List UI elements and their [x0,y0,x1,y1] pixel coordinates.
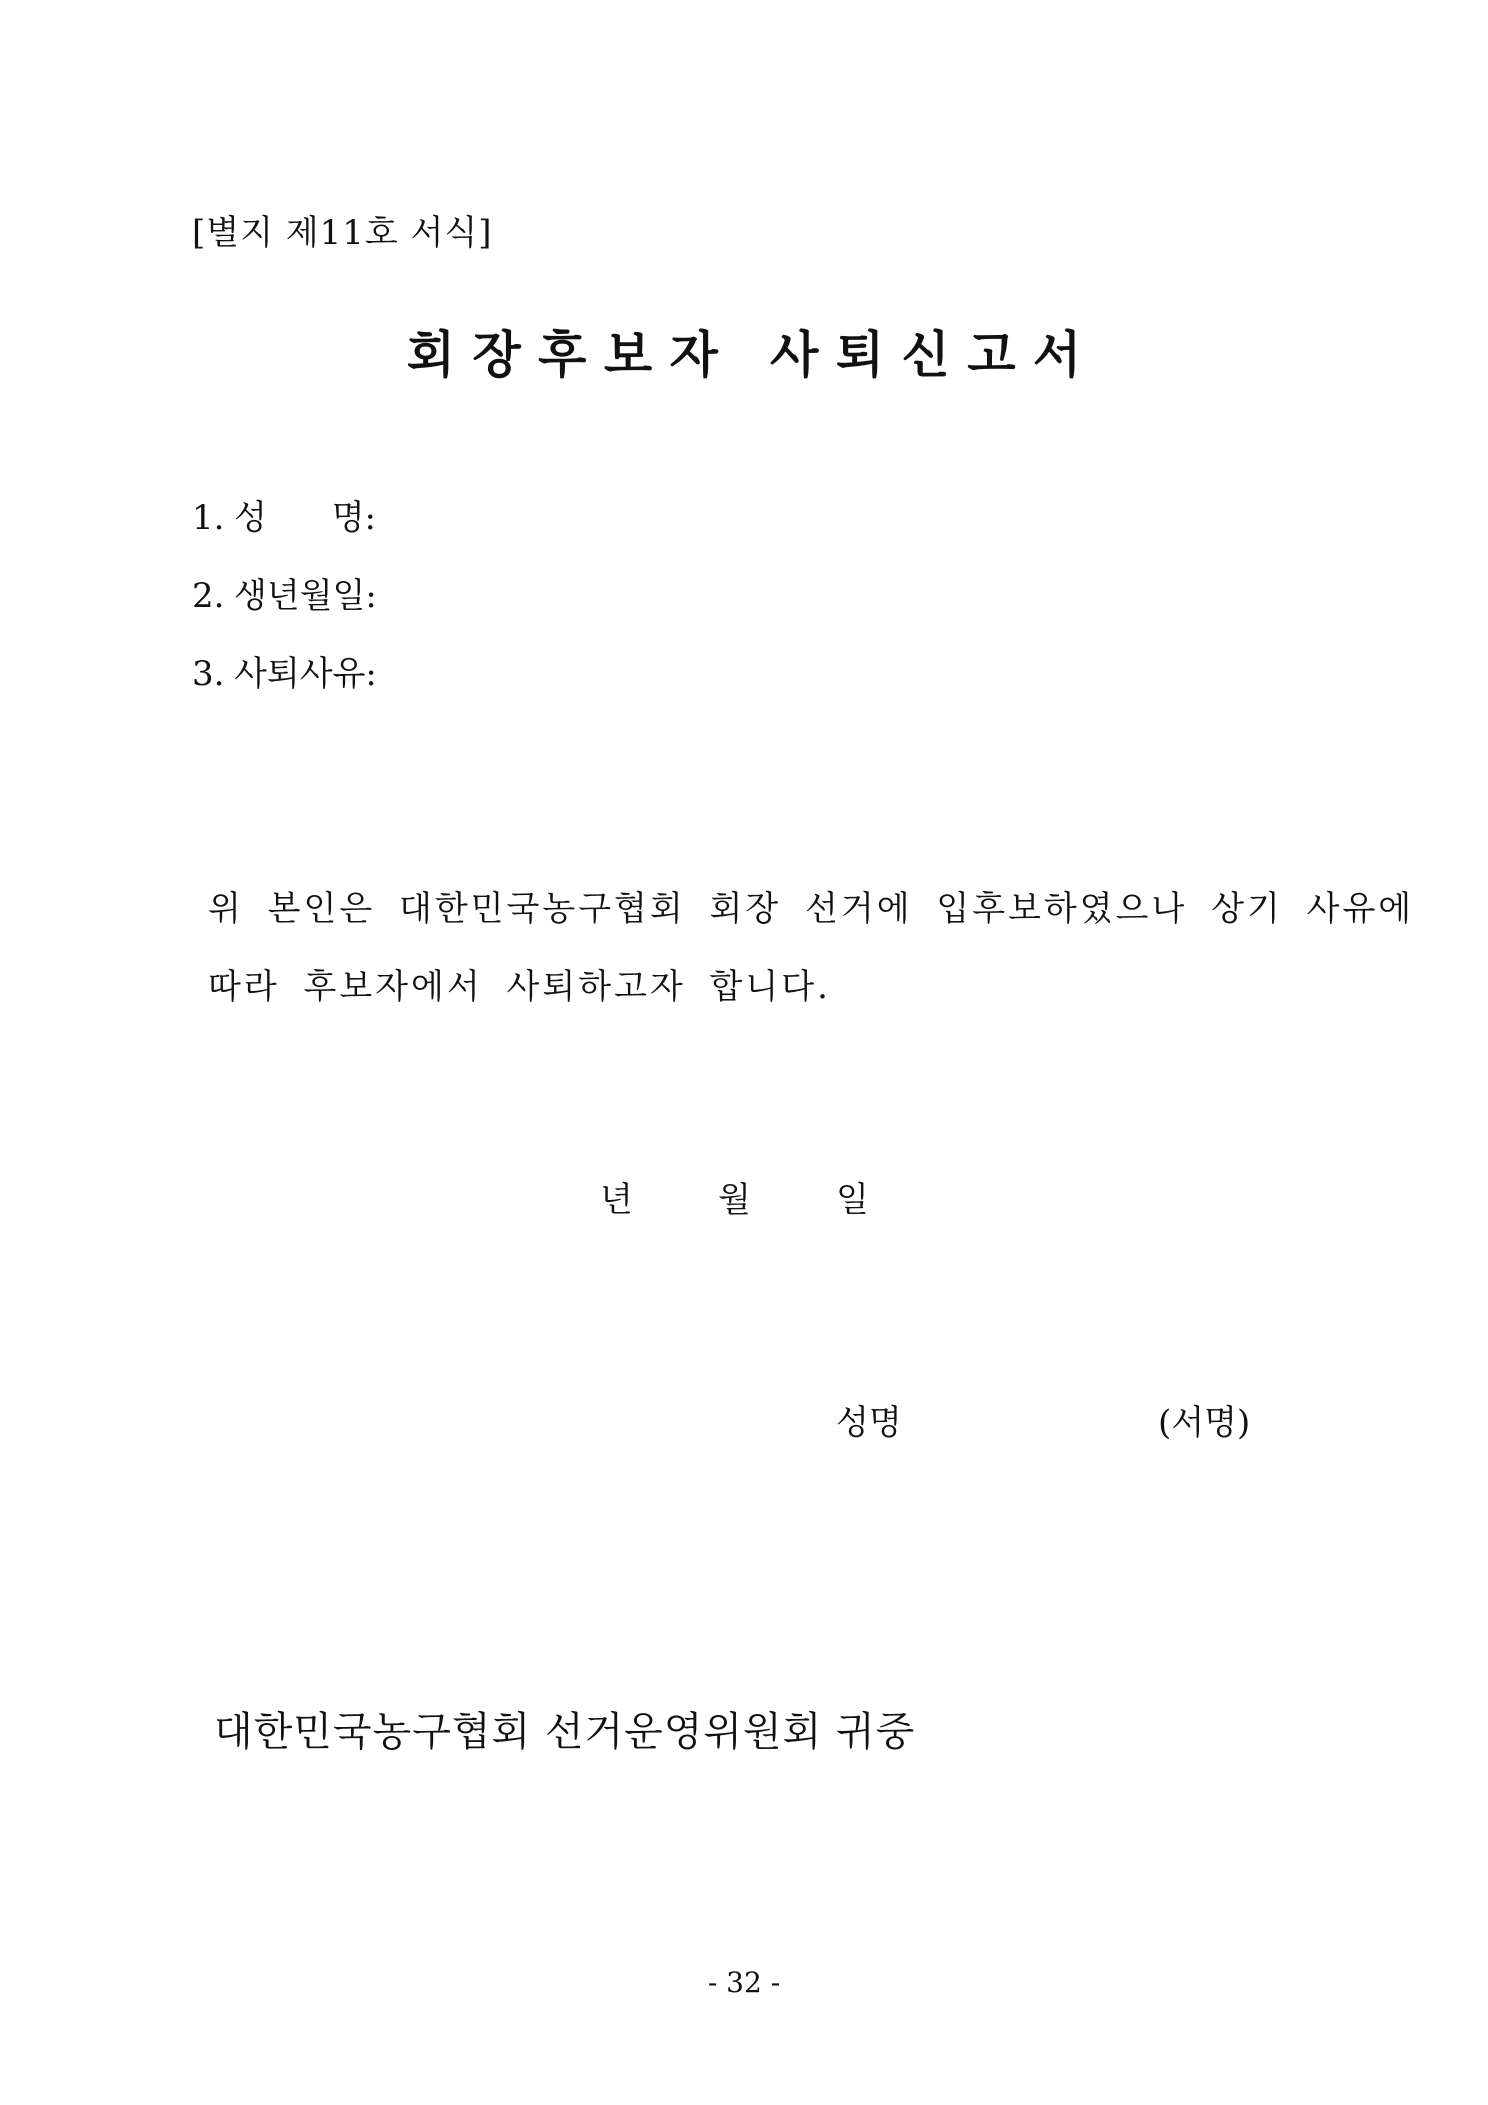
form-fields [192,490,377,724]
page-number: - 32 - [707,1966,781,1999]
field-resignation-reason [192,646,377,724]
recipient-line: 대한민국농구협회 선거운영위원회 귀중 [214,1709,916,1755]
field-number: 1. [192,498,225,538]
field-name [192,490,377,568]
declaration-paragraph [208,870,1415,1026]
field-number: 3. [192,654,225,694]
date-year-label: 년 [600,1180,633,1220]
signature-sign-label: (서명) [1158,1403,1251,1443]
declaration-line-2: 따라 후보자에서 사퇴하고자 합니다. [208,967,831,1007]
field-label: 생년월일: [234,576,377,616]
signature-name-label: 성명 [836,1403,902,1443]
field-label: 성 명: [234,498,376,538]
date-line [600,1172,869,1221]
date-month-label: 월 [718,1180,751,1220]
declaration-line-1: 위 본인은 대한민국농구협회 회장 선거에 입후보하였으나 상기 사유에 [208,889,1415,929]
field-birthdate [192,568,377,646]
field-label: 사퇴사유: [234,654,377,694]
document-title: 회 장 후 보 자 사 퇴 신 고 서 [406,325,1082,384]
date-day-label: 일 [836,1180,869,1220]
field-number: 2. [192,576,225,616]
form-number-label: [별지 제11호 서식] [192,213,493,253]
signature-line [836,1395,1250,1444]
